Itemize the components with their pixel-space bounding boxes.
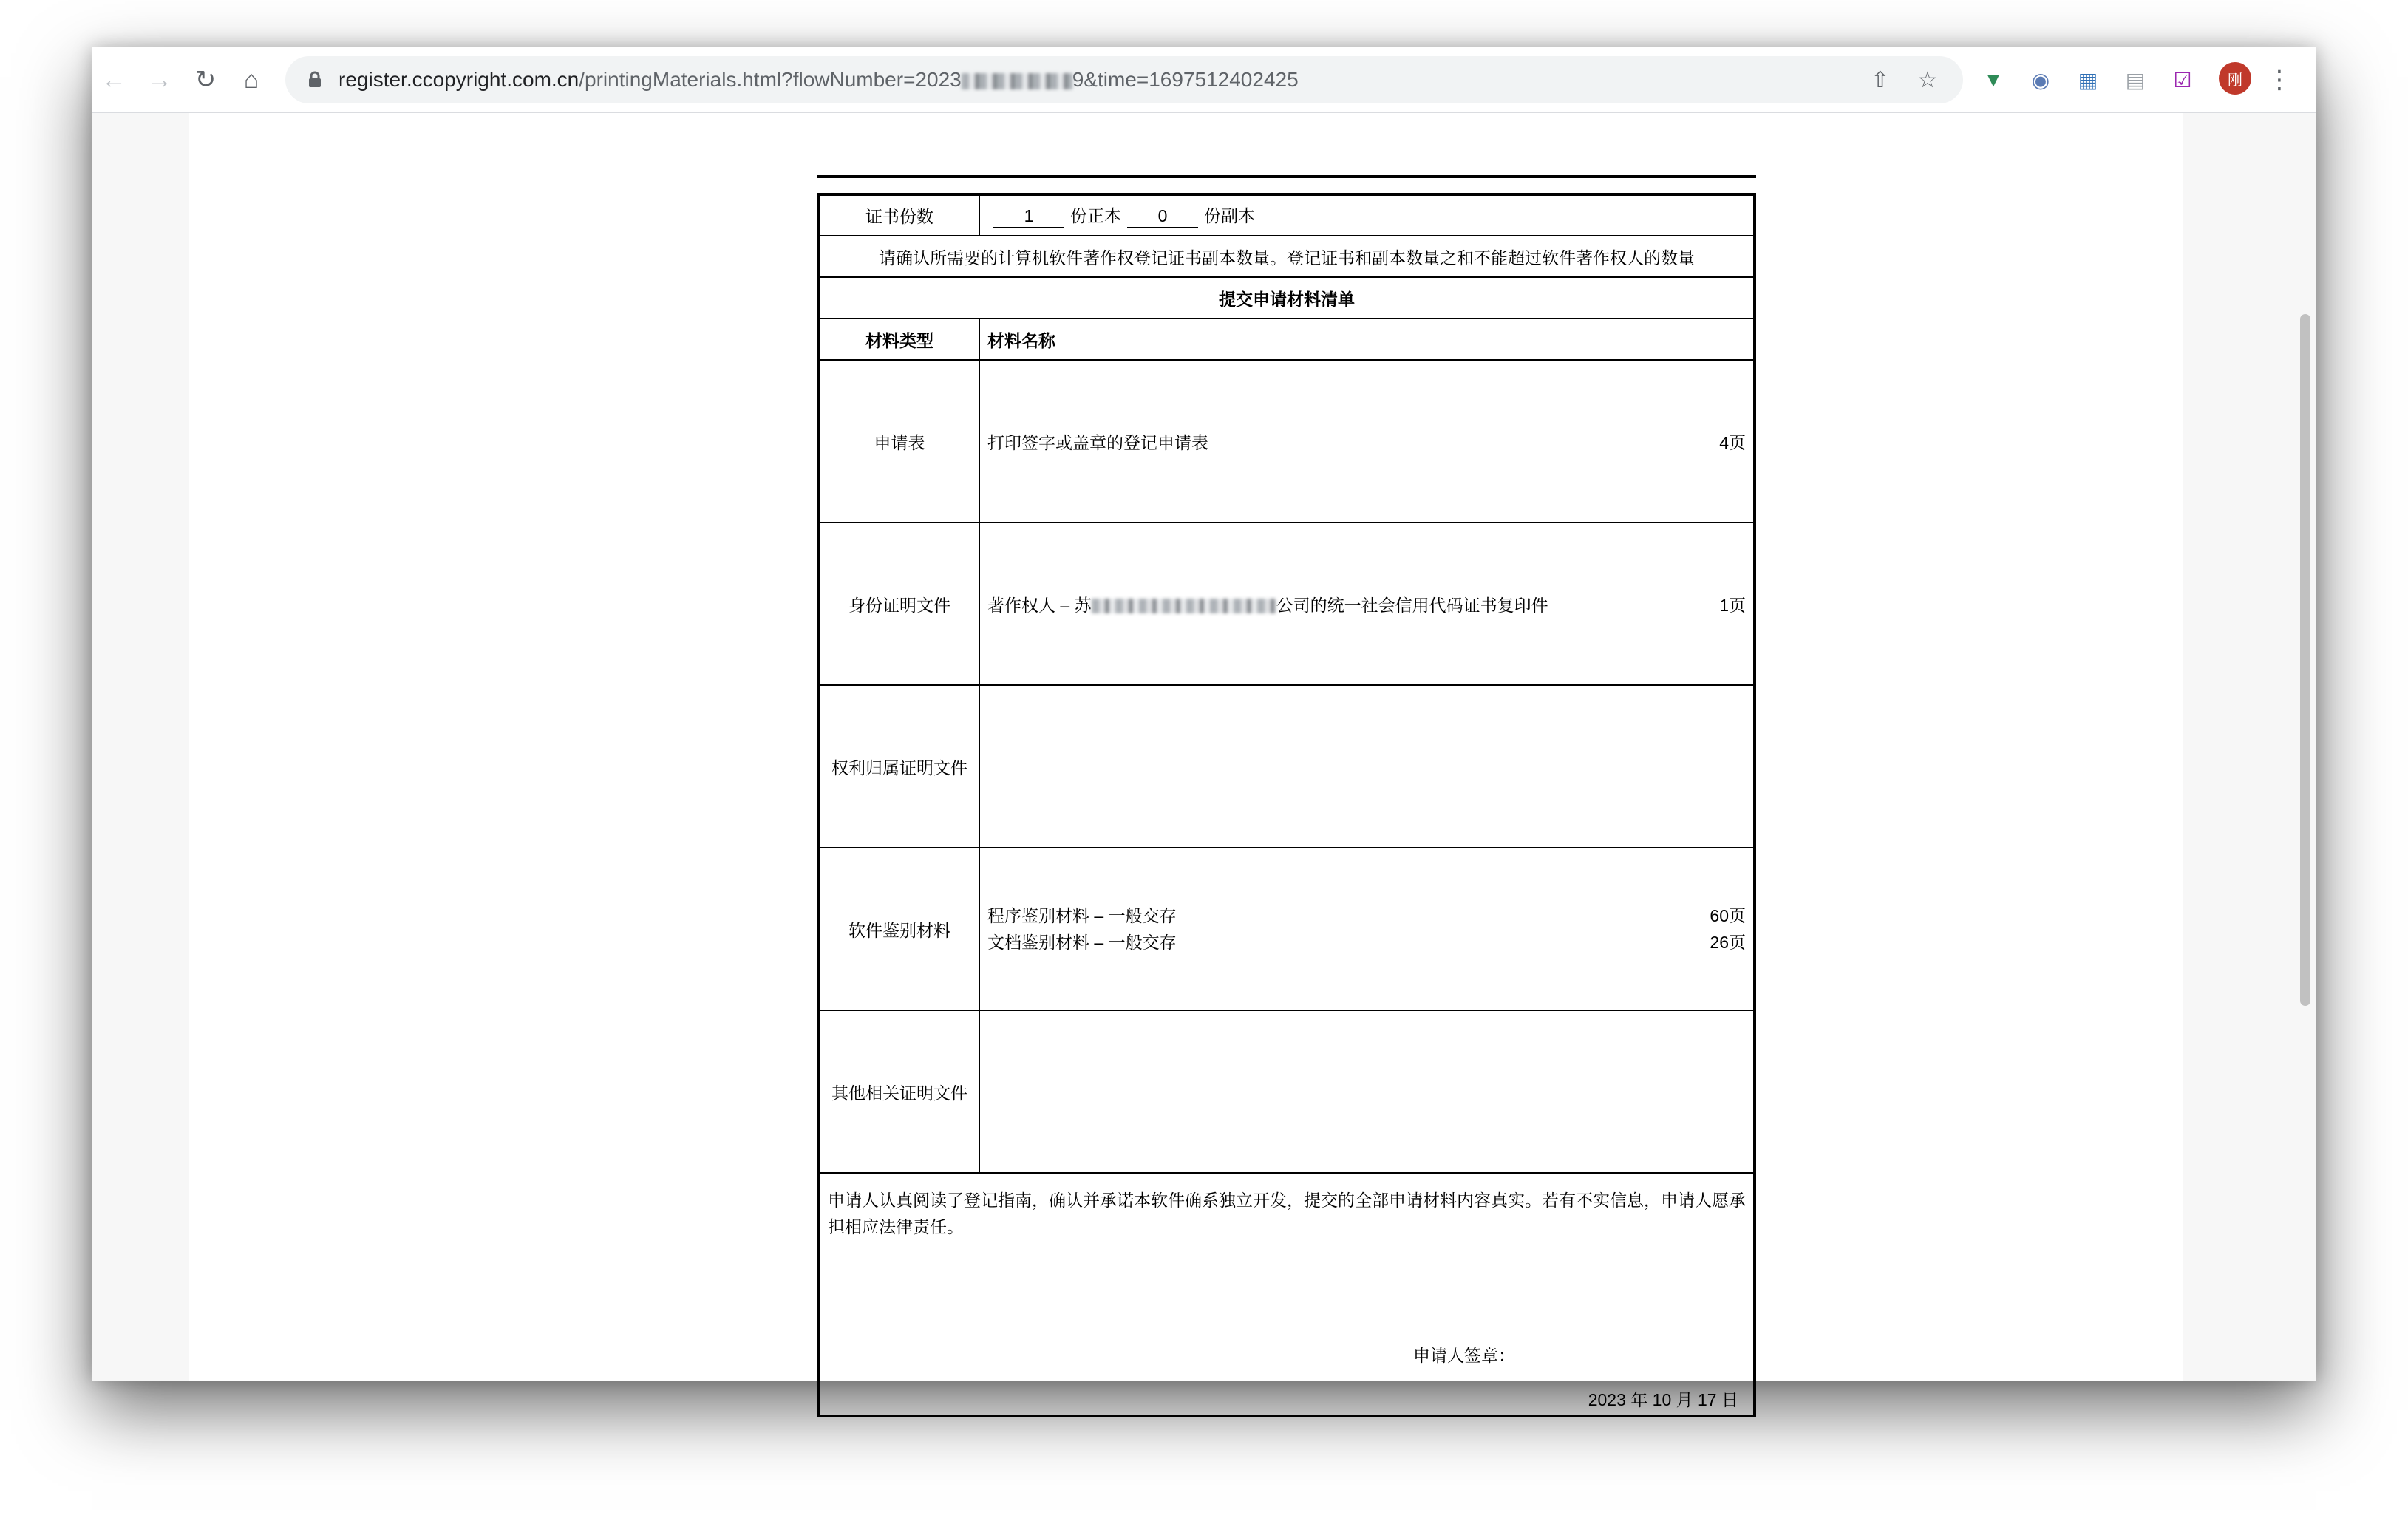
material-names	[979, 523, 1755, 685]
bookmark-star-icon[interactable]: ☆	[1917, 67, 1938, 92]
table-row	[819, 1010, 1755, 1173]
material-item-name: 打印签字或盖章的登记申请表	[987, 432, 1208, 452]
material-type: 申请表	[819, 360, 979, 523]
material-item-name	[987, 592, 1548, 616]
declaration-cell	[819, 1173, 1755, 1416]
address-bar[interactable]	[285, 56, 1963, 103]
material-item	[987, 429, 1746, 454]
back-icon[interactable]: ←	[101, 65, 126, 94]
extension-icon[interactable]: ▦	[2078, 68, 2098, 92]
material-item-pages: 1页	[1719, 595, 1746, 615]
copies-notice: 请确认所需要的计算机软件著作权登记证书副本数量。登记证书和副本数量之和不能超过软件著作权人的数量	[819, 236, 1755, 277]
material-names	[979, 1010, 1755, 1173]
material-item-pages: 26页	[1710, 933, 1746, 952]
material-item-name: 文档鉴别材料 – 一般交存	[987, 933, 1177, 952]
lock-icon[interactable]	[305, 69, 325, 90]
material-item-name-prefix: 著作权人 – 苏	[987, 595, 1092, 615]
declaration-text: 申请人认真阅读了登记指南，确认并承诺本软件确系独立开发，提交的全部申请材料内容真实。若有不实信息，申请人愿承担相应法律责任。	[828, 1191, 1746, 1236]
cert-copies-label: 证书份数	[819, 194, 979, 236]
url-path-suffix: 9&time=1697512402425	[1072, 68, 1299, 91]
material-type: 其他相关证明文件	[819, 1010, 979, 1173]
url-text[interactable]	[339, 56, 1299, 103]
material-type: 身份证明文件	[819, 523, 979, 685]
original-count: 1	[993, 205, 1064, 228]
col-type-header: 材料类型	[819, 319, 979, 360]
share-icon[interactable]: ⇧	[1871, 67, 1890, 92]
material-item-name: 程序鉴别材料 – 一般交存	[987, 906, 1177, 925]
browser-toolbar	[92, 47, 2316, 113]
home-icon[interactable]: ⌂	[243, 65, 259, 94]
material-type: 权利归属证明文件	[819, 685, 979, 848]
page-viewport	[92, 113, 2316, 1409]
redacted-company-name	[1092, 599, 1276, 613]
material-type: 软件鉴别材料	[819, 848, 979, 1010]
table-row	[819, 848, 1755, 1010]
vue-devtools-icon[interactable]: ▼	[1983, 68, 2004, 91]
declaration-row	[819, 1173, 1755, 1416]
list-title-row	[819, 277, 1755, 319]
forward-icon[interactable]: →	[147, 65, 172, 94]
material-names	[979, 685, 1755, 848]
copy-count: 0	[1127, 205, 1198, 228]
col-name-header: 材料名称	[979, 319, 1755, 360]
extension-icon[interactable]: ☑	[2173, 68, 2192, 92]
more-vert-icon[interactable]: ⋮	[2267, 66, 2292, 94]
reload-icon[interactable]: ↻	[194, 66, 217, 94]
signature-date: 2023 年 10 月 17 日	[1588, 1390, 1738, 1409]
material-item	[987, 902, 1746, 929]
redacted-url-segment	[962, 73, 1072, 89]
notice-row	[819, 236, 1755, 277]
cert-copies-value	[979, 194, 1755, 236]
material-names	[979, 848, 1755, 1010]
extension-icon[interactable]: ◉	[2031, 68, 2050, 92]
url-path-prefix: /printingMaterials.html?flowNumber=2023	[579, 68, 962, 91]
table-row	[819, 360, 1755, 523]
table-row	[819, 523, 1755, 685]
material-item	[987, 929, 1746, 956]
material-item-pages: 60页	[1710, 906, 1746, 925]
divider	[817, 175, 1756, 178]
header-row	[819, 319, 1755, 360]
list-title: 提交申请材料清单	[819, 277, 1755, 319]
copy-unit: 份副本	[1204, 206, 1255, 225]
scrollbar-thumb[interactable]	[2300, 314, 2310, 1006]
avatar[interactable]: 刚	[2219, 62, 2251, 95]
material-item-name-suffix: 公司的统一社会信用代码证书复印件	[1276, 595, 1548, 615]
materials-form	[817, 193, 1756, 1417]
extension-icon[interactable]: ▤	[2125, 68, 2146, 92]
scrollbar[interactable]	[2294, 113, 2316, 1381]
table-row	[819, 685, 1755, 848]
url-host: register.ccopyright.com.cn	[339, 68, 579, 91]
document-page	[189, 113, 2183, 1409]
signature-label: 申请人签章：	[1413, 1346, 1515, 1365]
original-unit: 份正本	[1070, 206, 1121, 225]
browser-window	[92, 47, 2316, 1409]
material-item	[987, 592, 1746, 616]
material-item-pages: 4页	[1719, 432, 1746, 452]
material-names	[979, 360, 1755, 523]
cert-copies-row	[819, 194, 1755, 236]
